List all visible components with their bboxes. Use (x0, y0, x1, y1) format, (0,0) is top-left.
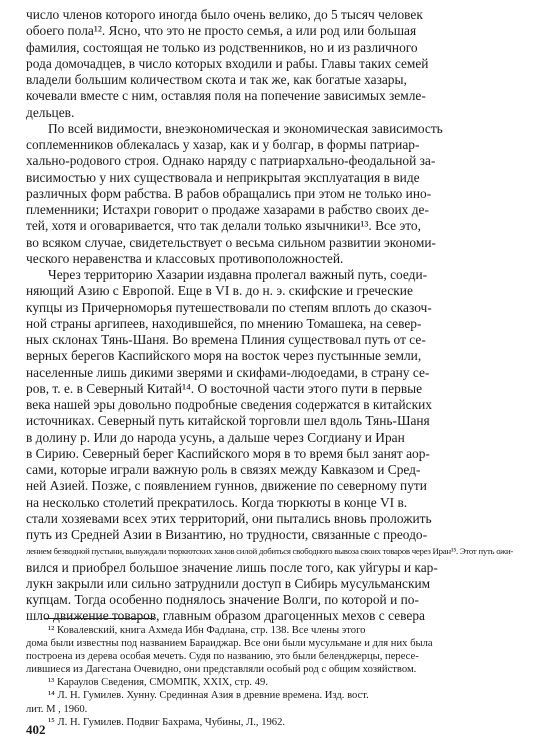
body-line: во всяком случае, свидетельствует о весьма сильном развитии экономи- (26, 234, 436, 250)
body-line: ных склонах Тянь-Шаня. Во времена Плиния существовал путь от се- (26, 332, 426, 347)
footnote-line: построена из дерева особая мечеть. Судя по названию, это были беленджерцы, пересе- (26, 651, 419, 663)
body-line: путь из Средней Азии в Византию, но трудности, связанные с преодо- (26, 527, 428, 542)
footnote-line: лившиеся из Дагестана Очевидно, они представляли особый род с общим хозяйством. (26, 664, 417, 676)
body-line: владели большим количеством скота и так же, как богатые хазары, (26, 72, 407, 87)
body-line: населенные лишь дикими зверями и скифами-людоедами, в страну се- (26, 364, 430, 380)
body-line: ней Азией. Позже, с появлением гуннов, движение по северному пути (26, 478, 427, 494)
body-line: сами, которые играли важную роль в связях между Кавказом и Сред- (26, 462, 421, 477)
body-line: на несколько столетий прекратилось. Когда тюркюты в конце VI в. (26, 494, 408, 510)
body-line: купцы из Причерноморья путешествовали по степям вплоть до сказоч- (26, 299, 432, 315)
body-line: лением безводной пустыни, вынуждали тюркютских ханов силой добиться свободного вывоза своих товаров через Иран¹⁵. Этот путь ожи- (26, 546, 514, 557)
body-line: стали хозяевами всех этих территорий, они пытались вновь проложить (26, 510, 432, 526)
body-line: вился и приобрел большое значение лишь после того, как уйгуры и кар- (26, 559, 438, 575)
body-line: ров, т. е. в Северный Китай¹⁴. О восточной части этого пути в первые (26, 380, 423, 396)
footnotes (26, 624, 526, 729)
page-number: 402 (26, 722, 46, 737)
footnote-line: ¹³ Караулов Сведения, СМОМПК, XXIX, стр. 49. (48, 677, 268, 689)
footnote-line: дома были известны под названием Бараиджар. Все они были мусульмане и для них была (26, 638, 433, 650)
body-line: соплеменников облекалась у хазар, как и у болгар, в формы патриар- (26, 137, 420, 152)
body-line: века нашей эры довольно подробные сведения содержатся в китайских (26, 397, 432, 412)
body-line: в Сирию. Северный берег Каспийского моря в то время был занят аор- (26, 445, 430, 461)
body-line: висимостью у них существовала и неприкрытая эксплуатация в виде (26, 169, 420, 185)
footnote-line: ¹² Ковалевский, книга Ахмеда Ибн Фадлана, стр. 138. Все члены этого (48, 625, 366, 636)
body-line: различных форм рабства. В рабов обращались при этом не только ино- (26, 185, 432, 201)
body-line: кочевали вместе с ним, оставляя поля на попечение зависимых земле- (26, 88, 426, 104)
body-line: верных берегов Каспийского моря на восток через пустынные земли, (26, 348, 422, 364)
body-line: ной страны аргипеев, находившейся, по мнению Томашека, на север- (26, 315, 422, 331)
body-line: шло движение товаров, главным образом драгоценных мехов с севера (26, 608, 425, 624)
body-line: в долину р. Или до народа усунь, а дальше через Согдиану и Иран (26, 429, 405, 445)
body-line: дельцев. (26, 104, 75, 120)
footnote-line: лит. М , 1960. (26, 703, 88, 715)
body-text (26, 7, 526, 625)
body-line: тей, хотя и оговаривается, что так делали только язычники¹³. Все это, (26, 218, 421, 234)
body-line: обоего пола¹². Ясно, что это не просто семья, а или род или большая (26, 23, 417, 39)
body-line: По всей видимости, внеэкономическая и экономическая зависимость (48, 120, 443, 136)
body-line: рода домочадцев, в число которых входили и рабы. Главы таких семей (26, 55, 429, 71)
footnote-line: ¹⁴ Л. Н. Гумилев. Хунну. Срединная Азия в древние времена. Изд. вост. (48, 690, 369, 702)
body-line: источниках. Северный путь китайской торговли шел вдоль Тянь-Шаня (26, 413, 430, 429)
body-line: лукн закрыли или сильно затруднили доступ в Сибирь мусульманским (26, 575, 431, 591)
footnote-line: ¹⁵ Л. Н. Гумилев. Подвиг Бахрама, Чубины, Л., 1962. (48, 716, 286, 728)
body-line: племенники; Истахри говорит о продаже хазарами в рабство своих де- (26, 202, 429, 217)
body-line: фамилия, состоящая не только из родственников, но и из различного (26, 39, 418, 55)
body-line: Через территорию Хазарии издавна пролегал важный путь, соеди- (48, 267, 428, 282)
body-line: ческого неравенства и классовых противоположностей. (26, 250, 344, 266)
footnote-divider (44, 618, 154, 619)
body-line: хально-родового строя. Однако наряду с патриархально-феодальной за- (26, 153, 436, 169)
body-line: няющий Азию с Европой. Еще в VI в. до н. э. скифские и греческие (26, 283, 413, 299)
body-line: купцам. Тогда особенно поднялось значение Волги, по которой и по- (26, 592, 419, 607)
body-line: число членов которого иногда было очень велико, до 5 тысяч человек (26, 7, 423, 22)
